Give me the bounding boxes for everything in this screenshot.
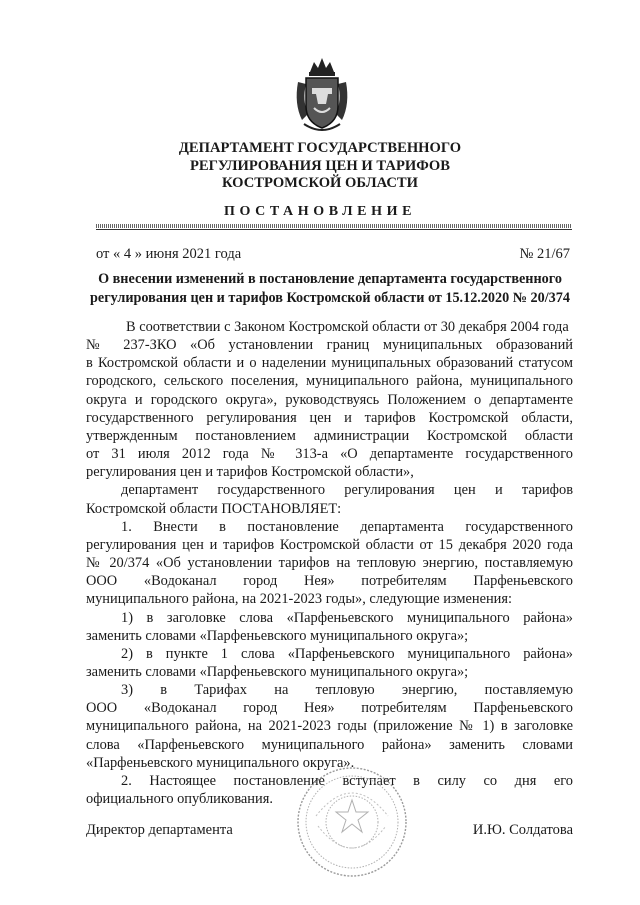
body-line: заменить словами «Парфеньевского муниципального округа»; [86, 627, 469, 644]
body-line: от 31 июля 2012 года № 313-а «О департаменте государственного [86, 446, 573, 463]
body-line: 3) в Тарифах на тепловую энергию, поставляемую [121, 682, 573, 699]
body-line: департамент государственного регулирования цен и тарифов [121, 482, 573, 499]
body-line: муниципального района, на 2021-2023 годы (приложение № 1) в заголовке [86, 718, 573, 735]
body-line: № 237-ЗКО «Об установлении границ муниципальных образований [86, 337, 573, 354]
body-line: Костромской области ПОСТАНОВЛЯЕТ: [86, 500, 342, 517]
body-line: муниципального района, на 2021-2023 годы», следующие изменения: [86, 591, 512, 608]
body-line: регулирования цен и тарифов Костромской области от 15 декабря 2020 года [86, 536, 573, 553]
signatory-position: Директор департамента [86, 822, 233, 838]
subject-line: О внесении изменений в постановление департамента государственного [98, 271, 562, 287]
body-line: «Парфеньевского муниципального округа». [86, 754, 355, 771]
body-line: государственного регулирования цен и тарифов Костромской области, [86, 409, 573, 426]
org-name-line-1: ДЕПАРТАМЕНТ ГОСУДАРСТВЕННОГО [178, 140, 462, 156]
body-line: ООО «Водоканал город Нея» потребителям Парфеньевского [86, 700, 573, 717]
body-line: 1. Внести в постановление департамента государственного [121, 518, 573, 535]
body-line: городского, сельского поселения, муниципального района, муниципального [86, 373, 573, 390]
coat-of-arms-icon [292, 54, 352, 134]
document-subject [84, 270, 576, 308]
org-name-line-3: КОСТРОМСКОЙ ОБЛАСТИ [221, 175, 419, 191]
body-line: заменить словами «Парфеньевского муниципального округа»; [86, 663, 469, 680]
document-body [86, 318, 573, 808]
document-type-title: ПОСТАНОВЛЕНИЕ [223, 204, 417, 219]
header-divider-line [96, 229, 572, 230]
body-line: В соответствии с Законом Костромской области от 30 декабря 2004 года [126, 319, 569, 335]
body-line: утвержденным постановлением администрации Костромской области [86, 427, 573, 444]
body-line: округа и городского округа», руководствуясь Положением о департаменте [86, 391, 573, 408]
subject-line: регулирования цен и тарифов Костромской области от 15.12.2020 № 20/374 [90, 290, 570, 306]
header-divider [96, 224, 572, 228]
body-line: 1) в заголовке слова «Парфеньевского муниципального района» [121, 609, 573, 626]
body-line: официального опубликования. [86, 791, 273, 808]
body-line: ООО «Водоканал город Нея» потребителям Парфеньевского [86, 573, 573, 590]
body-line: в Костромской области и о наделении муниципальных образований статусом [86, 355, 573, 372]
body-line: 2) в пункте 1 слова «Парфеньевского муниципального района» [121, 645, 573, 662]
body-line: № 20/374 «Об установлении тарифов на тепловую энергию, поставляемую [86, 555, 573, 572]
org-name-line-2: РЕГУЛИРОВАНИЯ ЦЕН И ТАРИФОВ [189, 158, 451, 174]
signatory-name: И.Ю. Солдатова [472, 822, 573, 838]
document-date: от « 4 » июня 2021 года [96, 246, 242, 262]
document-number: № 21/67 [519, 246, 570, 262]
body-line: 2. Настоящее постановление вступает в силу со дня его [121, 772, 573, 789]
body-line: регулирования цен и тарифов Костромской области», [86, 464, 414, 481]
official-seal-icon [296, 766, 408, 878]
body-line: слова «Парфеньевского муниципального района» заменить словами [86, 736, 573, 753]
